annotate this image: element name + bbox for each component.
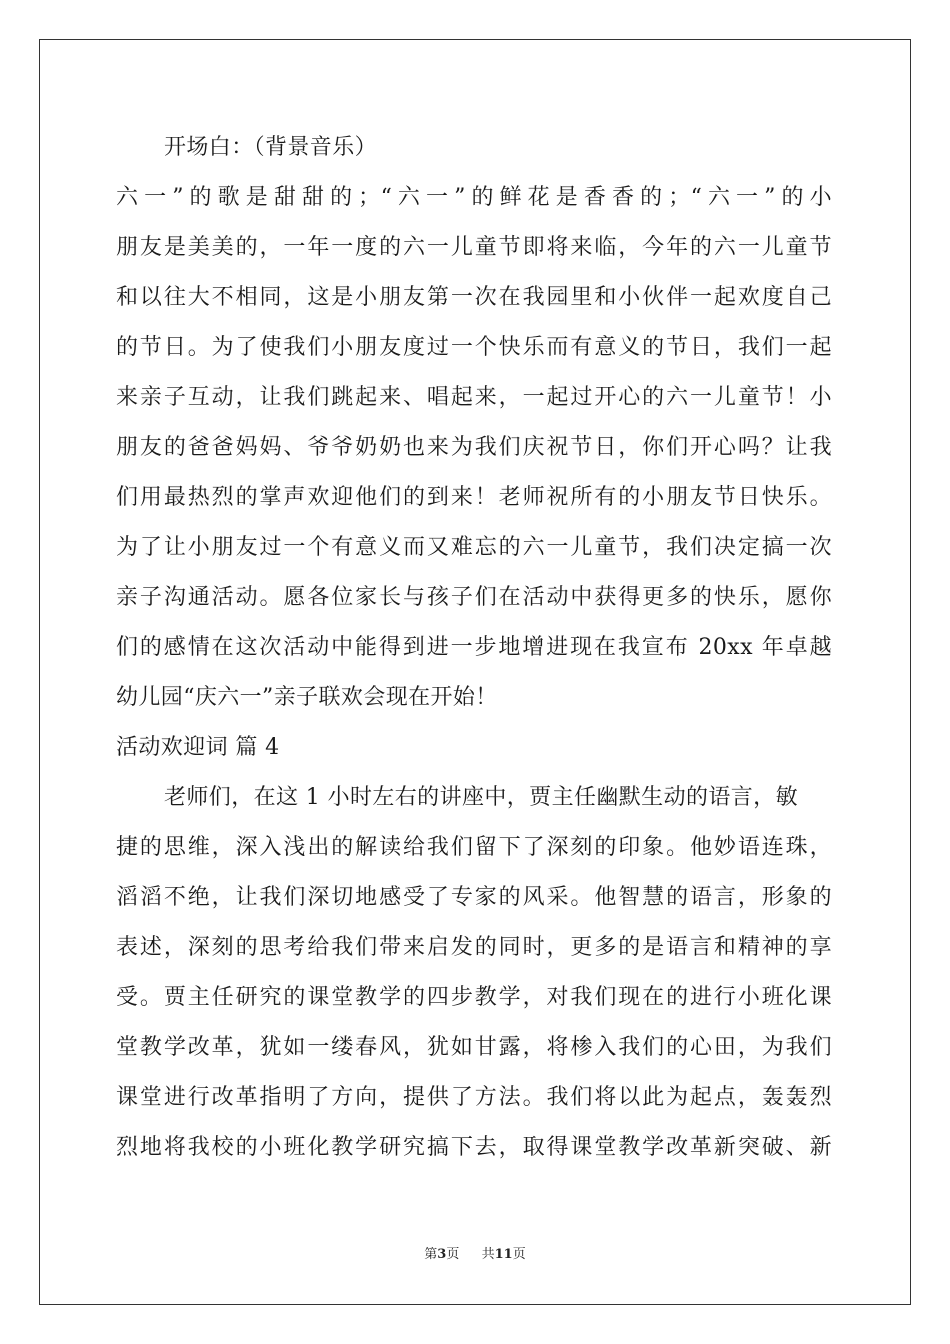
page-suffix: 页 xyxy=(446,1247,460,1262)
total-prefix: 共 xyxy=(481,1247,495,1262)
paragraph-line: 滔滔不绝，让我们深切地感受了专家的风采。他智慧的语言，形象的 xyxy=(116,885,832,910)
paragraph-line: 堂教学改革，犹如一缕春风，犹如甘露，将椮入我们的心田，为我们 xyxy=(116,1035,832,1060)
paragraph-line: 六一”的歌是甜甜的；“六一”的鲜花是香香的；“六一”的小 xyxy=(116,185,832,210)
paragraph-line: 捷的思维，深入浅出的解读给我们留下了深刻的印象。他妙语连珠， xyxy=(116,835,832,860)
paragraph-line: 来亲子互动，让我们跳起来、唱起来，一起过开心的六一儿童节！小 xyxy=(116,385,832,410)
opening-line: 开场白：（背景音乐） xyxy=(164,135,378,160)
paragraph-line: 幼儿园“庆六一”亲子联欢会现在开始！ xyxy=(116,685,498,710)
page-prefix: 第 xyxy=(424,1247,438,1262)
paragraph-line: 们用最热烈的掌声欢迎他们的到来！老师祝所有的小朋友节日快乐。 xyxy=(116,485,832,510)
paragraph-line: 的节日。为了使我们小朋友度过一个快乐而有意义的节日，我们一起 xyxy=(116,335,832,360)
paragraph-line: 们的感情在这次活动中能得到进一步地增进现在我宣布 20xx 年卓越 xyxy=(116,635,832,660)
paragraph-line: 朋友的爸爸妈妈、爷爷奶奶也来为我们庆祝节日，你们开心吗？让我 xyxy=(116,435,832,460)
paragraph-line: 老师们，在这 1 小时左右的讲座中，贾主任幽默生动的语言，敏 xyxy=(164,785,798,810)
total-suffix: 页 xyxy=(512,1247,526,1262)
paragraph-line: 表述，深刻的思考给我们带来启发的同时，更多的是语言和精神的享 xyxy=(116,935,832,960)
paragraph-line: 受。贾主任研究的课堂教学的四步教学，对我们现在的进行小班化课 xyxy=(116,985,832,1010)
paragraph-line: 亲子沟通活动。愿各位家长与孩子们在活动中获得更多的快乐，愿你 xyxy=(116,585,832,610)
paragraph-line: 为了让小朋友过一个有意义而又难忘的六一儿童节，我们决定搞一次 xyxy=(116,535,832,560)
section-heading: 活动欢迎词 篇 4 xyxy=(116,735,280,760)
paragraph-line: 烈地将我校的小班化教学研究搞下去，取得课堂教学改革新突破、新 xyxy=(116,1135,832,1160)
paragraph-line: 和以往大不相同，这是小朋友第一次在我园里和小伙伴一起欢度自己 xyxy=(116,285,832,310)
page-number: 3 xyxy=(437,1247,447,1262)
total-pages: 11 xyxy=(494,1247,513,1262)
paragraph-line: 课堂进行改革指明了方向，提供了方法。我们将以此为起点，轰轰烈 xyxy=(116,1085,832,1110)
page-border xyxy=(39,39,911,1305)
paragraph-line: 朋友是美美的，一年一度的六一儿童节即将来临，今年的六一儿童节 xyxy=(116,235,832,260)
page-footer xyxy=(0,1247,950,1263)
